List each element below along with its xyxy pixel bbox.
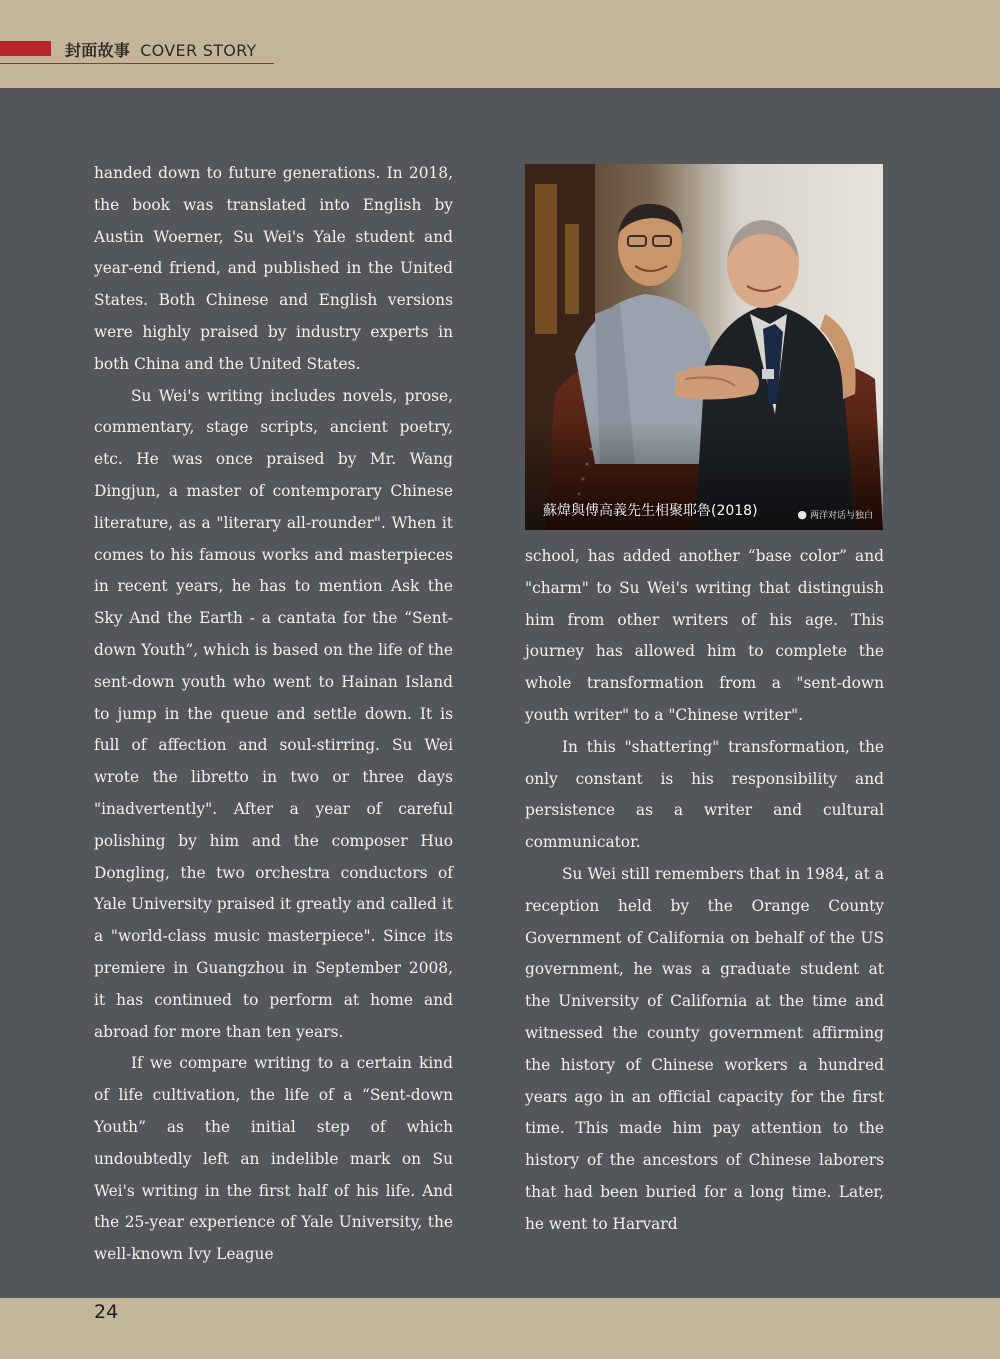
footer-band bbox=[0, 1298, 1000, 1359]
section-underline bbox=[0, 63, 274, 64]
paragraph: Su Wei still remembers that in 1984, at a reception held by the Orange County Government of California on behalf of the US government, he was a graduate student at the University of California at the time and witnessed the county government affirming the history of Chinese workers a hundred years ago in an official capacity for the first time. This made him pay attention to the history of the ancestors of Chinese laborers that had been buried for a long time. Later, he went to Harvard bbox=[525, 864, 884, 1233]
photo-illustration bbox=[525, 164, 883, 530]
watermark-text: 两洋对话与独白 bbox=[809, 511, 873, 521]
page-number: 24 bbox=[94, 1301, 119, 1323]
paragraph: handed down to future generations. In 2018, the book was translated into English by Austin Woerner, Su Wei's Yale student and year-end friend, and published in the United States. Both Chinese and English versions were highly praised by industry experts in both China and the United States. bbox=[94, 164, 453, 373]
paragraph: school, has added another “base color” and "charm" to Su Wei's writing that distinguish him from other writers of his age. This journey has allowed him to complete the whole transformation from a "sent-down youth writer" to a "Chinese writer". bbox=[525, 547, 884, 724]
section-label bbox=[65, 38, 257, 61]
section-accent-bar bbox=[0, 41, 51, 56]
section-label-cn: 封面故事 bbox=[65, 41, 131, 60]
left-text-column bbox=[94, 158, 453, 1271]
wechat-icon: ● bbox=[797, 508, 807, 521]
right-text-column bbox=[525, 541, 884, 1241]
photo-watermark bbox=[797, 508, 873, 521]
paragraph: Su Wei's writing includes novels, prose, commentary, stage scripts, ancient poetry, etc. He was once praised by Mr. Wang Dingjun, a master of contemporary Chinese literature, as a "literary all-rounder". When it comes to his famous works and masterpieces in recent years, he has to mention Ask the Sky And the Earth - a cantata for the “Sent-down Youth”, which is based on the life of the sent-down youth who went to Hainan Island to jump in the queue and settle down. It is full of affection and soul-stirring. Su Wei wrote the libretto in two or three days "inadvertently". After a year of careful polishing by him and the composer Huo Dongling, the two orchestra conductors of Yale University praised it greatly and called it a "world-class music masterpiece". Since its premiere in Guangzhou in September 2008, it has continued to perform at home and abroad for more than ten years. bbox=[94, 386, 453, 1041]
section-label-en: COVER STORY bbox=[140, 41, 257, 60]
paragraph: In this "shattering" transformation, the only constant is his responsibility and persistence as a writer and cultural communicator. bbox=[525, 737, 884, 852]
photo-su-wei-and-ezra-vogel bbox=[525, 164, 883, 530]
paragraph: If we compare writing to a certain kind of life cultivation, the life of a “Sent-down Youth” as the initial step of which undoubtedly left an indelible mark on Su Wei's writing in the first half of his life. And the 25-year experience of Yale University, the well-known Ivy League bbox=[94, 1054, 453, 1264]
photo-caption: 蘇煒與傅高義先生相聚耶魯(2018) bbox=[543, 503, 758, 519]
